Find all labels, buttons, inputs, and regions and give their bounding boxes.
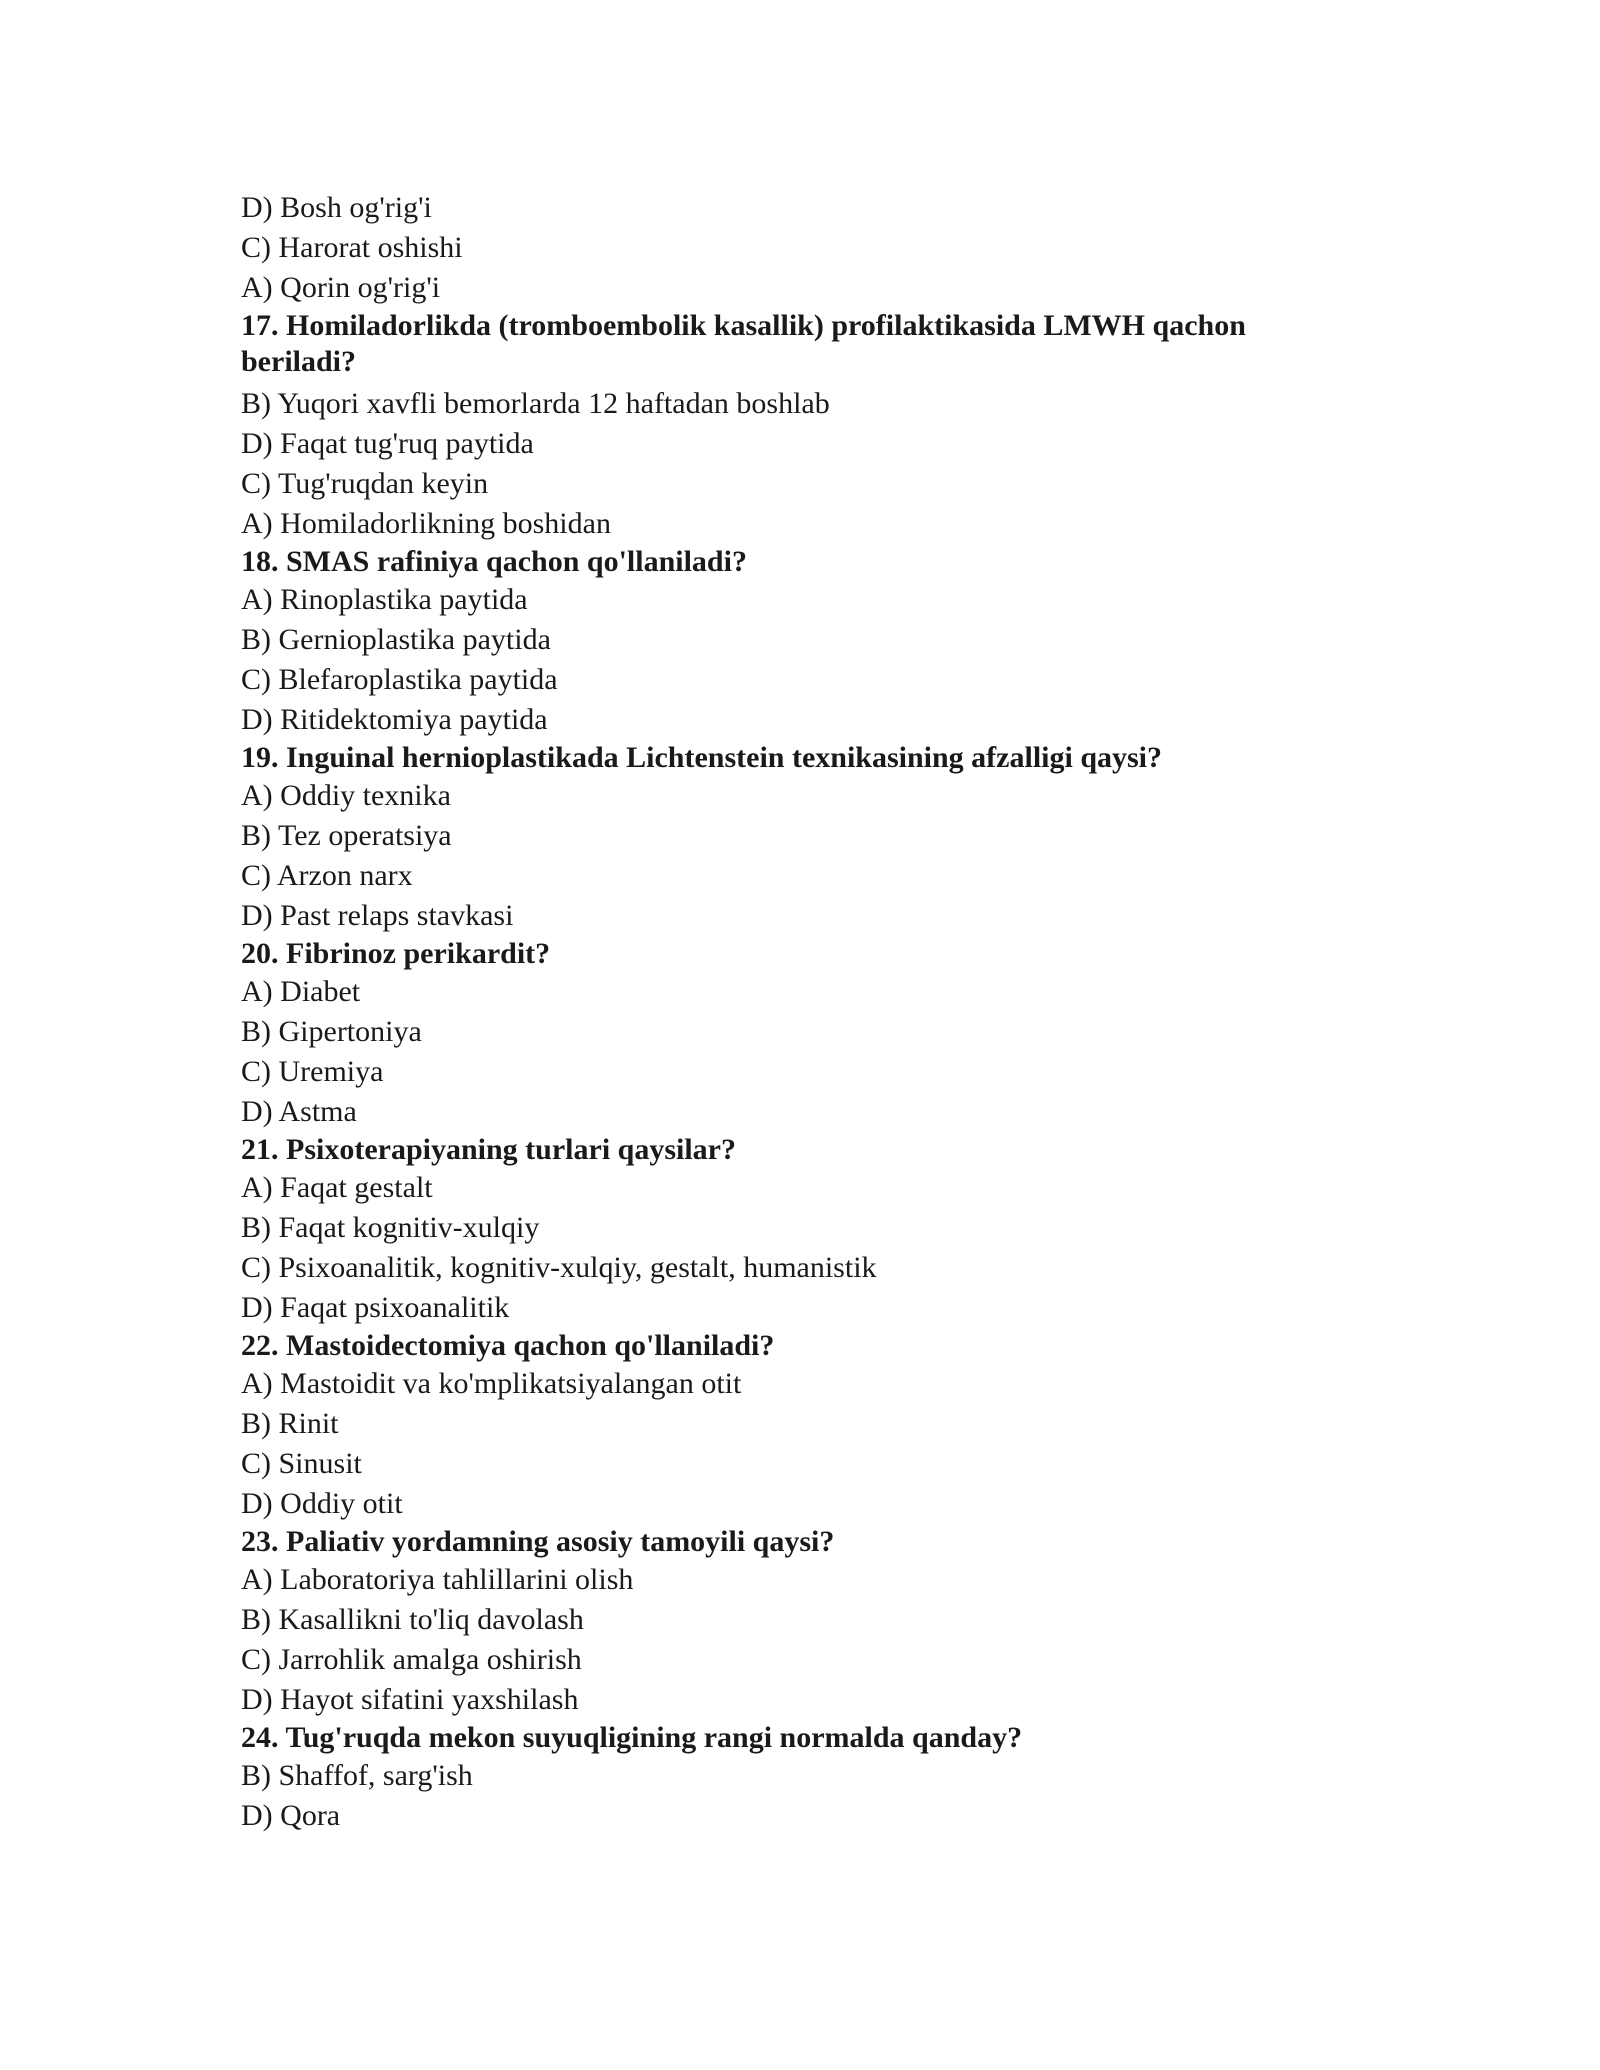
question-heading: 24. Tug'ruqda mekon suyuqligining rangi normalda qanday? (241, 1721, 1023, 1754)
answer-option: D) Bosh og'rig'i (241, 191, 432, 224)
answer-option: A) Laboratoriya tahlillarini olish (241, 1563, 634, 1596)
question-heading: 19. Inguinal hernioplastikada Lichtenstein texnikasining afzalligi qaysi? (241, 741, 1163, 774)
answer-option: D) Astma (241, 1095, 357, 1128)
answer-option: B) Tez operatsiya (241, 819, 452, 852)
answer-option: D) Qora (241, 1799, 341, 1832)
question-heading: 18. SMAS rafiniya qachon qo'llaniladi? (241, 545, 747, 578)
question-heading: 21. Psixoterapiyaning turlari qaysilar? (241, 1133, 736, 1166)
answer-option: B) Kasallikni to'liq davolash (241, 1603, 584, 1636)
answer-option: D) Oddiy otit (241, 1487, 403, 1520)
question-heading: 23. Paliativ yordamning asosiy tamoyili qaysi? (241, 1525, 835, 1558)
answer-option: B) Faqat kognitiv-xulqiy (241, 1211, 540, 1244)
answer-option: D) Faqat tug'ruq paytida (241, 427, 534, 460)
answer-option: C) Blefaroplastika paytida (241, 663, 558, 696)
question-heading: 22. Mastoidectomiya qachon qo'llaniladi? (241, 1329, 775, 1362)
answer-option: B) Shaffof, sarg'ish (241, 1759, 473, 1792)
answer-option: B) Gernioplastika paytida (241, 623, 551, 656)
answer-option: C) Jarrohlik amalga oshirish (241, 1643, 582, 1676)
answer-option: A) Faqat gestalt (241, 1171, 433, 1204)
answer-option: C) Uremiya (241, 1055, 384, 1088)
answer-option: A) Mastoidit va ko'mplikatsiyalangan otit (241, 1367, 742, 1400)
answer-option: C) Harorat oshishi (241, 231, 463, 264)
answer-option: A) Homiladorlikning boshidan (241, 507, 611, 540)
answer-option: C) Psixoanalitik, kognitiv-xulqiy, gestalt, humanistik (241, 1251, 877, 1284)
answer-option: A) Rinoplastika paytida (241, 583, 528, 616)
answer-option: A) Oddiy texnika (241, 779, 451, 812)
answer-option: D) Hayot sifatini yaxshilash (241, 1683, 579, 1716)
answer-option: B) Yuqori xavfli bemorlarda 12 haftadan boshlab (241, 387, 830, 420)
answer-option: C) Arzon narx (241, 859, 413, 892)
answer-option: D) Faqat psixoanalitik (241, 1291, 510, 1324)
answer-option: B) Rinit (241, 1407, 339, 1440)
answer-option: D) Ritidektomiya paytida (241, 703, 548, 736)
answer-option: A) Diabet (241, 975, 361, 1008)
answer-option: B) Gipertoniya (241, 1015, 422, 1048)
question-heading: 20. Fibrinoz perikardit? (241, 937, 551, 970)
answer-option: A) Qorin og'rig'i (241, 271, 441, 304)
answer-option: D) Past relaps stavkasi (241, 899, 514, 932)
answer-option: C) Tug'ruqdan keyin (241, 467, 489, 500)
question-list (241, 188, 1351, 1836)
answer-option: C) Sinusit (241, 1447, 362, 1480)
question-heading: 17. Homiladorlikda (tromboembolik kasallik) profilaktikasida LMWH qachon beriladi? (241, 309, 1254, 378)
